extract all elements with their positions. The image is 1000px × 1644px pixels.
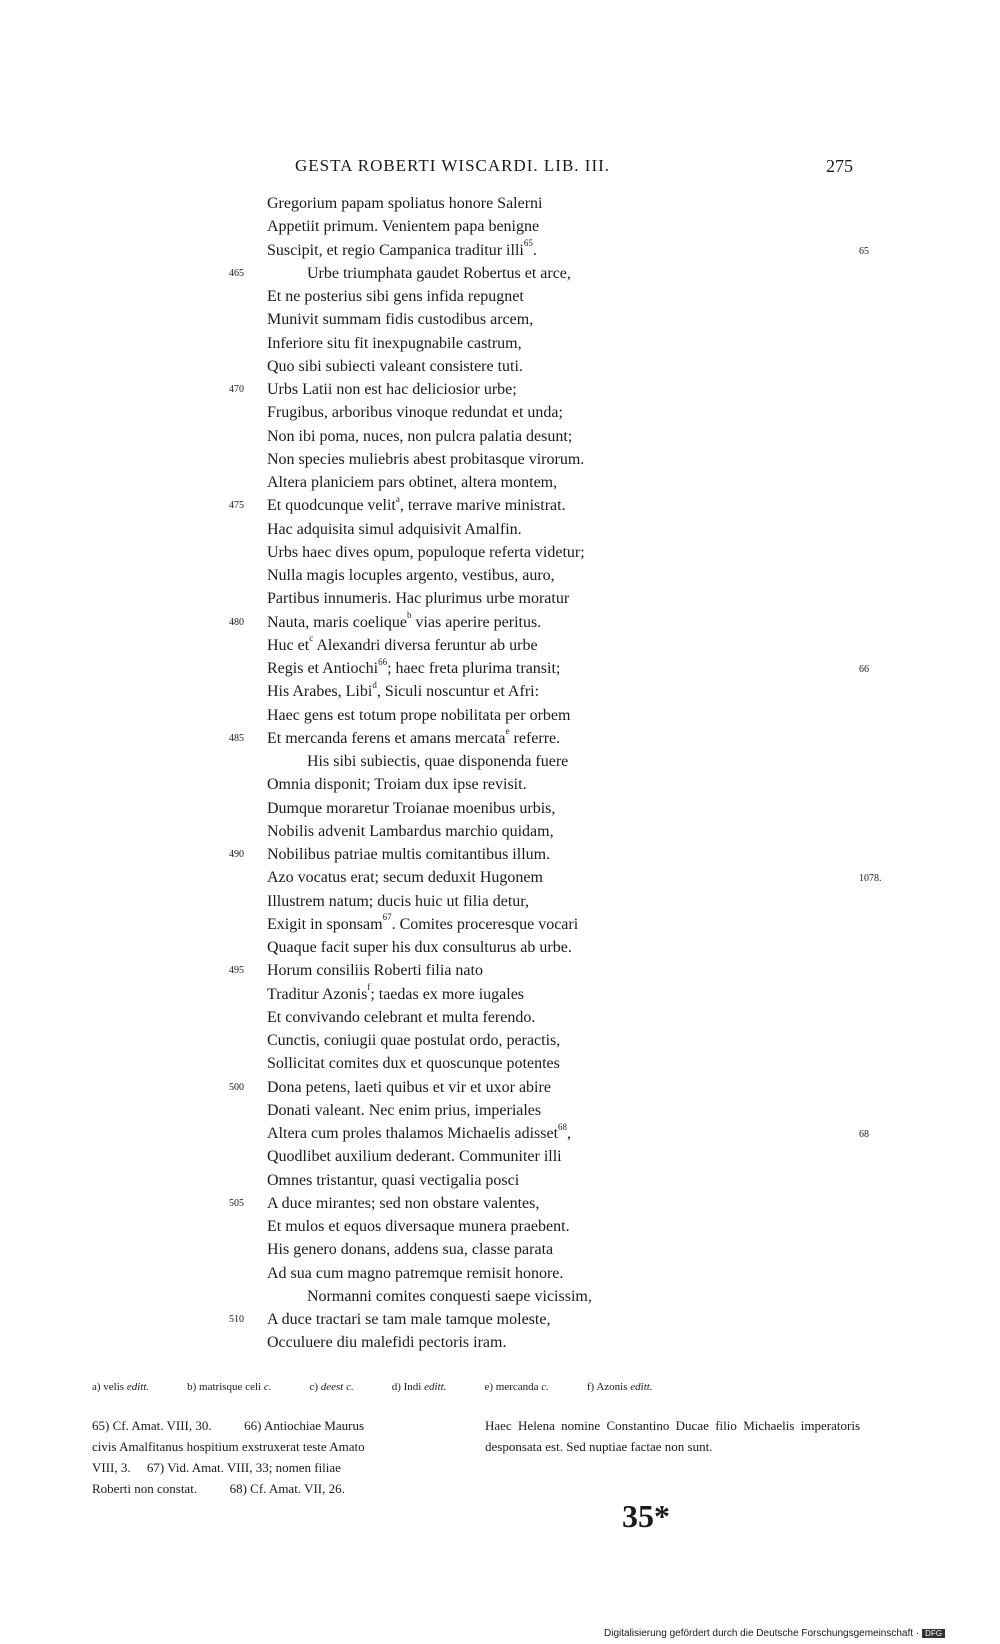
verse-line (267, 1006, 827, 1029)
verse-text: Dumque moraretur Troianae moenibus urbis, (267, 799, 556, 817)
verse-line (229, 378, 827, 401)
verse-line (267, 238, 869, 262)
variant-reading: c) deest c. (309, 1381, 354, 1393)
verse-line (267, 983, 827, 1006)
verse-line (267, 308, 827, 331)
verse-text: Quaque facit super his dux consulturus ab urbe. (267, 939, 572, 956)
footnotes-column-right: Haec Helena nomine Constantino Ducae filio Michaelis imperatoris desponsata est. Sed nuptiae factae non sunt. (485, 1418, 860, 1454)
note-ref: f (367, 982, 371, 993)
signature-mark: 35* (622, 1498, 670, 1534)
line-number: 485 (229, 732, 244, 744)
line-number: 470 (229, 384, 244, 395)
verse-text: Illustrem natum; ducis huic ut filia detur, (267, 892, 529, 910)
verse-text: Et convivando celebrant et multa ferendo. (267, 1008, 536, 1026)
verse-line (267, 425, 827, 448)
verse-text: Hac adquisita simul adquisivit Amalfin. (267, 520, 522, 538)
verse-line (267, 656, 869, 680)
variant-reading: f) Azonis editt. (586, 1381, 653, 1393)
verse-text: Normanni comites conquesti saepe vicissim, (307, 1287, 592, 1305)
note-ref: e (505, 726, 510, 737)
footnotes-column-left (92, 1415, 467, 1499)
verse-line (267, 448, 827, 471)
margin-note: 1078. (859, 873, 882, 885)
verse-text: Omnia disponit; Troiam dux ipse revisit. (267, 776, 527, 794)
verse-text: Traditur Azonis$^f$; taedas ex more iugales (267, 982, 525, 1003)
verse-line (267, 1215, 827, 1238)
verse-line (229, 1076, 827, 1099)
margin-note: 66 (859, 664, 869, 675)
verse-text: Nauta, maris coelique$^b$ vias aperire peritus. (267, 610, 542, 631)
verse-line (267, 1169, 827, 1192)
verse-text: Nobilibus patriae multis comitantibus illum. (267, 846, 551, 863)
verse-line (267, 285, 827, 308)
verse-text: A duce mirantes; sed non obstare valentes, (267, 1194, 540, 1212)
line-number: 480 (229, 616, 244, 628)
note-ref: 66 (378, 656, 388, 667)
line-number: 465 (229, 267, 244, 279)
variant-witness: editt. (126, 1381, 150, 1393)
variant-readings (92, 1381, 852, 1393)
note-ref: d (372, 679, 377, 690)
variant-witness: c. (541, 1381, 549, 1393)
verse-text: Et ne posterius sibi gens infida repugnet (267, 288, 524, 305)
verse-text: A duce tractari se tam male tamque moleste, (267, 1311, 551, 1328)
verse-line (267, 704, 827, 727)
note-ref: 65 (523, 238, 533, 249)
page-header (0, 156, 1000, 182)
margin-note: 68 (859, 1129, 869, 1140)
verse-text: Azo vocatus erat; secum deduxit Hugonem (267, 869, 543, 887)
verse-text: Nulla magis locuples argento, vestibus, auro, (267, 567, 555, 584)
verse-text: Nobilis advenit Lambardus marchio quidam, (267, 822, 554, 840)
verse-text: Altera cum proles thalamos Michaelis adisset$^{68}$, (267, 1121, 572, 1142)
variant-reading: d) Indi editt. (391, 1381, 447, 1393)
verse-line (267, 1029, 827, 1052)
verse-line (229, 262, 827, 285)
verse-text: Urbs Latii non est hac deliciosior urbe; (267, 381, 517, 398)
dfg-logo: DFG (922, 1629, 945, 1638)
verse-line (267, 1262, 827, 1285)
verse-text: Occuluere diu malefidi pectoris iram. (267, 1334, 507, 1352)
verse-text: Urbs haec dives opum, populoque referta videtur; (267, 543, 585, 561)
note-ref: c (309, 633, 314, 644)
verse-line (267, 750, 827, 773)
verse-line (229, 726, 827, 750)
variant-witness: editt. (630, 1381, 653, 1393)
line-number: 490 (229, 849, 244, 860)
verse-block (229, 192, 882, 1355)
verse-text: Et mulos et equos diversaque munera praebent. (267, 1218, 570, 1235)
verse-text: Ad sua cum magno patremque remisit honore. (267, 1264, 564, 1282)
footnote-line: 65) Cf. Amat. VIII, 30. 66) Antiochiae Maurus (92, 1418, 364, 1433)
verse-text: Regis et Antiochi$^{66}$; haec freta plurima transit; (267, 656, 561, 677)
line-number: 510 (229, 1314, 244, 1325)
verse-line (267, 1285, 827, 1308)
verse-line (229, 610, 827, 634)
verse-text: Frugibus, arboribus vinoque redundat et unda; (267, 404, 563, 422)
verse-text: Appetiit primum. Venientem papa benigne (267, 218, 540, 236)
verse-text: Sollicitat comites dux et quoscunque potentes (267, 1055, 560, 1073)
verse-line (267, 913, 827, 936)
verse-text: Et quodcunque velit$^a$, terrave marive ministrat. (267, 493, 566, 515)
verse-text: Huc $et^c$ Alexandri diversa feruntur ab urbe (267, 633, 538, 654)
verse-line (267, 401, 827, 424)
variant-witness: c. (263, 1381, 272, 1393)
margin-note: 65 (859, 245, 869, 257)
running-title: GESTA ROBERTI WISCARDI. LIB. III. (295, 156, 611, 175)
verse-text: Quodlibet auxilium dederant. Communiter illi (267, 1148, 562, 1166)
footnote-line: VIII, 3. 67) Vid. Amat. VIII, 33; nomen filiae (92, 1460, 341, 1475)
variant-reading: a) velis editt. (92, 1381, 150, 1393)
verse-line (229, 1308, 827, 1331)
verse-text: Quo sibi subiecti valeant consistere tuti. (267, 357, 523, 375)
verse-text: Non species muliebris abest probitasque virorum. (267, 450, 585, 468)
verse-line (267, 936, 827, 959)
verse-text: Partibus innumeris. Hac plurimus urbe moratur (267, 590, 570, 608)
note-ref: 68 (558, 1121, 568, 1132)
verse-text: Suscipit, et regio Campanica traditur illi$^{65}$. (267, 238, 537, 259)
verse-line (267, 192, 827, 215)
verse-text: Non ibi poma, nuces, non pulcra palatia desunt; (267, 427, 573, 445)
variant-reading: e) mercanda c. (484, 1381, 549, 1393)
line-number: 505 (229, 1197, 244, 1209)
line-number: 475 (229, 500, 244, 512)
footnote-line: Roberti non constat. 68) Cf. Amat. VII, 26. (92, 1481, 345, 1496)
verse-text: His sibi subiectis, quae disponenda fuere (307, 753, 569, 770)
verse-text: Haec gens est totum prope nobilitata per orbem (267, 706, 571, 724)
verse-text: Gregorium papam spoliatus honore Salerni (267, 195, 543, 212)
verse-line (267, 587, 827, 610)
verse-text: Urbe triumphata gaudet Robertus et arce, (307, 264, 571, 282)
verse-text: Cunctis, coniugii quae postulat ordo, peractis, (267, 1032, 561, 1049)
verse-text: Munivit summam fidis custodibus arcem, (267, 311, 534, 329)
verse-line (267, 215, 827, 238)
verse-line (267, 680, 827, 703)
verse-line (229, 1192, 827, 1215)
note-ref: a (395, 493, 400, 504)
verse-text: His genero donans, addens sua, classe parata (267, 1241, 554, 1259)
verse-text: Et mercanda ferens et amans mercata$^e$ referre. (267, 726, 561, 747)
verse-line (267, 773, 827, 796)
line-number: 500 (229, 1081, 244, 1093)
verse-text: Dona petens, laeti quibus et vir et uxor abire (267, 1078, 551, 1096)
verse-line (267, 1052, 827, 1075)
verse-line (267, 890, 827, 913)
digitization-footer (604, 1628, 945, 1639)
verse-line (267, 1238, 827, 1261)
line-number: 495 (229, 965, 244, 977)
verse-line (267, 820, 827, 843)
verse-text: Omnes tristantur, quasi vectigalia posci (267, 1171, 520, 1189)
variant-reading: b) matrisque celi c. (187, 1381, 272, 1393)
variant-witness: editt. (424, 1381, 447, 1393)
verse-line (267, 1121, 869, 1145)
verse-text: Altera planiciem pars obtinet, altera montem, (267, 474, 558, 491)
verse-line (267, 355, 827, 378)
verse-line (229, 959, 827, 982)
footer-text: Digitalisierung gefördert durch die Deutsche Forschungsgemeinschaft · (604, 1628, 920, 1639)
verse-text: Donati valeant. Nec enim prius, imperiales (267, 1101, 542, 1119)
verse-text: Inferiore situ fit inexpugnabile castrum, (267, 334, 522, 352)
verse-text: Horum consiliis Roberti filia nato (267, 962, 483, 980)
verse-line (267, 1331, 827, 1354)
verse-line (267, 1099, 827, 1122)
verse-line (267, 541, 827, 564)
footnote-line: civis Amalfitanus hospitium exstruxerat teste Amato (92, 1439, 365, 1454)
verse-line (267, 564, 827, 587)
verse-line (267, 634, 827, 657)
verse-text: His Arabes, Libi$^d$, Siculi noscuntur et Afri: (267, 679, 540, 701)
verse-line (229, 843, 827, 866)
variant-witness: deest c. (320, 1381, 354, 1393)
verse-line (267, 518, 827, 541)
verse-line (267, 1145, 827, 1168)
verse-text: Exigit in sponsam$^{67}$. Comites proceresque vocari (267, 912, 579, 933)
verse-line (229, 493, 827, 517)
note-ref: b (406, 610, 412, 621)
verse-line (267, 797, 827, 820)
verse-line (267, 866, 882, 889)
note-ref: 67 (382, 912, 392, 923)
page-number: 275 (826, 156, 853, 176)
verse-line (267, 332, 827, 355)
verse-line (267, 471, 827, 494)
